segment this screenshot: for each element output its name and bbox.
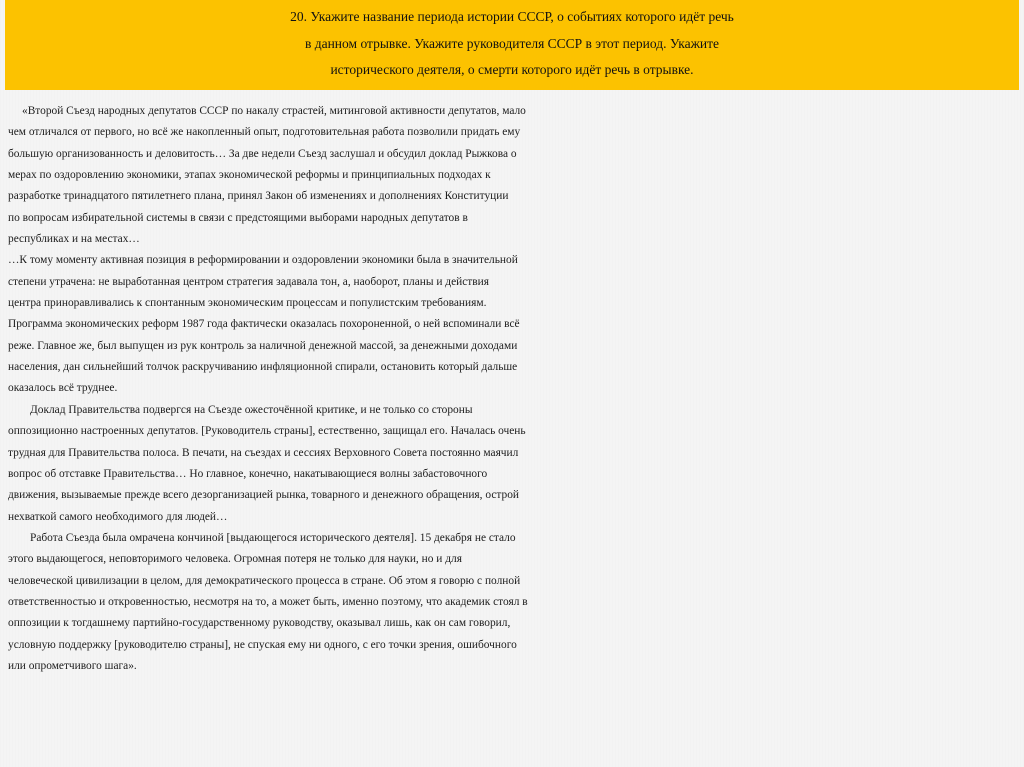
- passage-line: степени утрачена: не выработанная центром стратегия задавала тон, а, наоборот, планы и действия: [8, 275, 489, 288]
- passage-line: оказалось всё труднее.: [8, 382, 118, 395]
- passage-line: населения, дан сильнейший толчок раскручиванию инфляционной спирали, остановить который дальше: [8, 361, 518, 374]
- passage-line: чем отличался от первого, но всё же накопленный опыт, подготовительная работа позволили придать ему: [8, 126, 521, 139]
- passage-line: нехваткой самого необходимого для людей…: [8, 510, 228, 523]
- passage-line: Программа экономических реформ 1987 года фактически оказалась похороненной, о ней вспоминали всё: [8, 318, 520, 331]
- passage-line: вопрос об отставке Правительства… Но главное, конечно, накатывающиеся волны забастовочного: [8, 467, 488, 480]
- question-header: [5, 0, 1019, 90]
- question-line: в данном отрывке. Укажите руководителя СССР в этот период. Укажите: [304, 35, 720, 51]
- passage-line: республиках и на местах…: [8, 233, 140, 246]
- passage-line: «Второй Съезд народных депутатов СССР по накалу страстей, митинговой активности депутатов, мало: [22, 105, 526, 117]
- passage-line: этого выдающегося, неповторимого человека. Огромная потеря не только для науки, но и для: [8, 553, 462, 566]
- passage-line: Доклад Правительства подвергся на Съезде ожесточённой критике, и не только со стороны: [30, 403, 473, 416]
- passage-line: центра приноравливались к спонтанным экономическим процессам и популистским требованиям.: [8, 297, 487, 310]
- passage-line: или опрометчивого шага».: [8, 659, 137, 672]
- passage-line: реже. Главное же, был выпущен из рук контроль за наличной денежной массой, за денежными доходами: [8, 339, 518, 352]
- passage-line: оппозиции к тогдашнему партийно-государственному руководству, оказывал лишь, как он сам говорил,: [8, 617, 511, 630]
- passage-line: трудная для Правительства полоса. В печати, на съездах и сессиях Верховного Совета постоянно маячил: [8, 446, 519, 459]
- passage-text: [8, 101, 1018, 677]
- passage-line: мерах по оздоровлению экономики, этапах экономической реформы и принципиальных подходах к: [8, 169, 491, 182]
- passage-line: оппозиционно настроенных депутатов. [Руководитель страны], естественно, защищал его. Началась очень: [8, 425, 526, 438]
- passage-line: Работа Съезда была омрачена кончиной [выдающегося исторического деятеля]. 15 декабря не стало: [30, 531, 516, 544]
- passage-line: разработке тринадцатого пятилетнего плана, принял Закон об изменениях и дополнениях Конституции: [8, 190, 509, 203]
- question-line: исторического деятеля, о смерти которого идёт речь в отрывке.: [330, 62, 694, 77]
- passage-line: по вопросам избирательной системы в связи с предстоящими выборами народных депутатов в: [8, 211, 468, 224]
- passage-line: …К тому моменту активная позиция в реформировании и оздоровлении экономики была в значительной: [8, 254, 518, 267]
- passage-line: ответственностью и откровенностью, несмотря на то, а может быть, именно поэтому, что академик стоял в: [8, 595, 528, 608]
- passage-line: человеческой цивилизации в целом, для демократического процесса в стране. Об этом я говорю с полной: [8, 574, 521, 587]
- question-line: 20. Укажите название периода истории СССР, о событиях которого идёт речь: [290, 9, 734, 24]
- passage-line: условную поддержку [руководителю страны], не спуская ему ни одного, с его точки зрения, ошибочного: [8, 638, 517, 651]
- passage-line: большую организованность и деловитость… За две недели Съезд заслушал и обсудил доклад Рыжкова о: [8, 147, 517, 160]
- passage-line: движения, вызываемые прежде всего дезорганизацией рынка, товарного и денежного обращения, острой: [8, 489, 519, 502]
